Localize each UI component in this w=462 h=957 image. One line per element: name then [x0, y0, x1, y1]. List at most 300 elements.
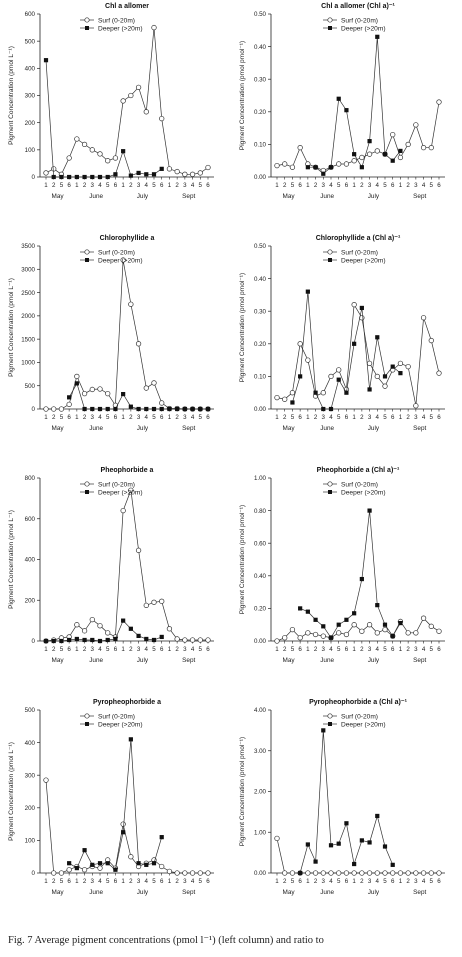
x-tick-label: 1: [275, 878, 279, 885]
surf-point: [437, 100, 442, 105]
y-tick-label: 0: [31, 638, 35, 646]
month-label: June: [89, 193, 104, 200]
chart-title: Chl a allomer: [105, 3, 149, 10]
surf-point: [336, 368, 341, 373]
surf-point: [414, 123, 419, 128]
x-tick-label: 4: [144, 878, 149, 885]
y-tick-label: 1500: [21, 336, 35, 344]
x-tick-label: 1: [306, 414, 310, 421]
deep-point: [360, 306, 364, 310]
deep-point: [175, 407, 179, 411]
x-tick-label: 5: [429, 646, 434, 653]
surf-point: [75, 374, 80, 379]
x-tick-label: 4: [421, 878, 426, 885]
y-tick-label: 0: [31, 870, 35, 878]
x-tick-label: 2: [129, 182, 133, 189]
x-tick-label: 5: [105, 182, 110, 189]
deep-point: [106, 175, 110, 179]
chart-title: Pyropheophorbide a: [92, 699, 162, 706]
y-tick-label: 0: [31, 174, 35, 182]
deep-point: [321, 407, 325, 411]
surf-point: [152, 600, 157, 605]
x-tick-label: 1: [121, 646, 125, 653]
x-tick-label: 6: [206, 414, 210, 421]
surf-point: [344, 632, 349, 637]
x-tick-label: 1: [167, 878, 172, 885]
deep-point: [329, 636, 333, 640]
surf-point: [306, 871, 311, 876]
surf-point: [144, 110, 149, 115]
month-label: Sept: [413, 193, 427, 200]
month-label: June: [320, 889, 335, 896]
deep-point: [198, 407, 202, 411]
deep-point: [306, 842, 310, 846]
surf-point: [313, 632, 318, 637]
legend-label-deep: Deeper (>20m): [98, 721, 143, 729]
x-tick-label: 3: [136, 182, 141, 189]
deep-point: [144, 863, 148, 867]
deep-point: [152, 861, 156, 865]
x-tick-label: 6: [159, 414, 164, 421]
x-tick-label: 6: [206, 182, 210, 189]
legend-marker-surf: [85, 250, 89, 254]
x-tick-label: 4: [375, 646, 380, 653]
surf-point: [121, 822, 126, 827]
deep-point: [306, 165, 310, 169]
deep-point: [152, 407, 156, 411]
deep-point: [90, 863, 94, 867]
x-tick-label: 4: [190, 182, 195, 189]
x-tick-label: 3: [414, 414, 418, 421]
x-tick-label: 1: [398, 878, 403, 885]
x-tick-label: 3: [367, 878, 372, 885]
y-axis-label: Pigment Concentration (pmol L⁻¹): [8, 278, 15, 377]
x-tick-label: 5: [152, 182, 156, 189]
surf-point: [136, 85, 141, 90]
x-tick-label: 1: [75, 182, 79, 189]
surf-point: [367, 622, 372, 627]
surf-point: [98, 866, 103, 871]
deep-point: [360, 577, 364, 581]
y-tick-label: 0.00: [253, 638, 266, 646]
deep-point: [383, 152, 387, 156]
y-axis-label: Pigment Concentration (pmol pmol⁻¹): [239, 504, 246, 615]
y-tick-label: 600: [24, 515, 35, 523]
deep-point: [352, 611, 356, 615]
x-tick-label: 5: [429, 414, 434, 421]
x-tick-label: 6: [67, 182, 71, 189]
surf-point: [129, 302, 134, 307]
x-tick-label: 1: [352, 182, 356, 189]
deep-point: [360, 165, 364, 169]
deep-point: [367, 509, 371, 513]
x-tick-label: 2: [360, 182, 364, 189]
deep-point: [129, 737, 133, 741]
x-tick-label: 6: [113, 182, 118, 189]
deep-point: [82, 407, 86, 411]
x-tick-label: 1: [121, 878, 125, 885]
chart-svg: [231, 464, 461, 696]
y-tick-label: 2000: [21, 313, 35, 321]
x-tick-label: 2: [406, 414, 410, 421]
deep-point: [391, 634, 395, 638]
surf-point: [414, 871, 419, 876]
x-tick-label: 4: [375, 414, 380, 421]
surf-point: [44, 407, 49, 412]
surf-point: [82, 142, 87, 147]
legend-label-surf: Surf (0-20m): [341, 249, 379, 257]
deep-point: [375, 335, 379, 339]
y-tick-label: 400: [24, 739, 35, 747]
deep-point: [391, 159, 395, 163]
surf-point: [159, 864, 164, 869]
x-tick-label: 6: [159, 182, 164, 189]
x-tick-label: 1: [275, 646, 279, 653]
surf-point: [167, 167, 172, 172]
surf-point: [429, 145, 434, 150]
chart-panel-2: [231, 0, 461, 232]
surf-point: [290, 390, 295, 395]
surf-point: [329, 871, 334, 876]
x-tick-label: 1: [75, 414, 79, 421]
surf-point: [59, 407, 64, 412]
deep-point: [67, 175, 71, 179]
x-tick-label: 6: [298, 878, 302, 885]
chart-panel-8: [231, 696, 461, 928]
month-label: July: [136, 193, 149, 200]
chart-panel-5: [0, 464, 230, 696]
deep-point: [90, 638, 94, 642]
x-tick-label: 6: [67, 646, 71, 653]
x-tick-label: 3: [183, 878, 187, 885]
x-tick-label: 1: [121, 182, 125, 189]
x-tick-label: 2: [282, 414, 287, 421]
surf-point: [183, 871, 188, 876]
y-tick-label: 0: [31, 406, 35, 414]
x-tick-label: 4: [98, 878, 102, 885]
x-tick-label: 3: [321, 182, 326, 189]
legend-marker-deep: [328, 490, 332, 494]
month-label: Sept: [182, 425, 196, 432]
x-tick-label: 3: [136, 878, 141, 885]
y-tick-label: 0.10: [253, 141, 266, 149]
x-tick-label: 2: [82, 878, 87, 885]
legend-label-surf: Surf (0-20m): [341, 17, 379, 25]
x-tick-label: 6: [344, 414, 349, 421]
y-tick-label: 0.40: [253, 43, 266, 51]
surf-point: [329, 374, 334, 379]
deep-point: [321, 172, 325, 176]
x-tick-label: 3: [90, 878, 95, 885]
surf-point: [183, 638, 188, 643]
surf-point: [336, 162, 341, 167]
surf-point: [152, 381, 157, 386]
deep-point: [367, 840, 371, 844]
x-tick-label: 5: [198, 182, 203, 189]
x-tick-label: 5: [59, 878, 64, 885]
deep-point: [136, 861, 140, 865]
x-tick-label: 2: [51, 414, 56, 421]
surf-point: [375, 149, 380, 154]
y-axis-label: Pigment Concentration (pmol pmol⁻¹): [239, 272, 246, 383]
x-tick-label: 6: [159, 878, 164, 885]
surf-point: [98, 623, 103, 628]
x-tick-label: 3: [183, 646, 187, 653]
y-tick-label: 0.50: [253, 11, 266, 19]
x-tick-label: 5: [152, 878, 156, 885]
surf-point: [321, 871, 326, 876]
x-tick-label: 2: [313, 182, 318, 189]
surf-point: [367, 871, 372, 876]
surf-point: [190, 172, 195, 177]
surf-point: [429, 624, 434, 629]
surf-point: [306, 358, 311, 363]
month-label: July: [367, 889, 380, 896]
x-tick-label: 2: [82, 646, 87, 653]
deep-point: [121, 392, 125, 396]
month-label: May: [282, 425, 295, 432]
surf-point: [298, 635, 303, 640]
surf-point: [421, 616, 426, 621]
x-tick-label: 6: [437, 646, 441, 653]
y-tick-label: 200: [24, 597, 35, 605]
deep-point: [313, 165, 317, 169]
x-tick-label: 2: [51, 878, 56, 885]
deep-point: [313, 391, 317, 395]
y-tick-label: 3000: [21, 266, 35, 274]
surf-point: [75, 622, 80, 627]
surf-point: [352, 158, 357, 163]
month-label: June: [320, 425, 335, 432]
x-tick-label: 5: [290, 182, 295, 189]
chart-svg: [0, 464, 230, 696]
deep-point: [306, 610, 310, 614]
month-label: July: [367, 657, 380, 664]
chart-panel-3: [0, 232, 230, 464]
month-label: June: [89, 657, 104, 664]
deep-point: [337, 623, 341, 627]
deep-point: [367, 139, 371, 143]
deep-point: [136, 407, 140, 411]
surf-point: [282, 397, 287, 402]
x-tick-label: 1: [306, 646, 310, 653]
month-label: July: [136, 889, 149, 896]
x-tick-label: 1: [352, 878, 356, 885]
surf-point: [105, 158, 110, 163]
legend-label-surf: Surf (0-20m): [341, 481, 379, 489]
x-tick-label: 6: [390, 182, 395, 189]
month-label: Sept: [413, 425, 427, 432]
x-tick-label: 3: [367, 646, 372, 653]
deep-point: [90, 175, 94, 179]
deep-point: [152, 172, 156, 176]
surf-point: [275, 836, 280, 841]
x-tick-label: 6: [298, 646, 302, 653]
x-tick-label: 5: [152, 646, 156, 653]
deep-point: [298, 374, 302, 378]
surf-point: [105, 631, 110, 636]
x-tick-label: 4: [98, 182, 102, 189]
deep-point: [59, 639, 63, 643]
month-label: May: [282, 193, 295, 200]
x-tick-label: 4: [144, 182, 149, 189]
surf-point: [313, 871, 318, 876]
x-tick-label: 5: [383, 878, 387, 885]
x-tick-label: 6: [390, 878, 395, 885]
x-tick-label: 3: [136, 414, 141, 421]
legend-label-deep: Deeper (>20m): [98, 257, 143, 265]
deep-point: [398, 149, 402, 153]
surf-point: [275, 163, 280, 168]
deep-point: [67, 395, 71, 399]
surf-point: [51, 407, 56, 412]
deep-point: [75, 866, 79, 870]
deep-point: [44, 58, 48, 62]
x-tick-label: 2: [360, 646, 364, 653]
surf-point: [51, 167, 56, 172]
x-tick-label: 4: [375, 878, 380, 885]
x-tick-label: 5: [383, 182, 387, 189]
deep-point: [121, 149, 125, 153]
surf-point: [190, 638, 195, 643]
month-label: May: [51, 425, 64, 432]
x-tick-label: 6: [206, 878, 210, 885]
y-tick-label: 400: [24, 556, 35, 564]
surf-point: [398, 361, 403, 366]
surf-point: [421, 871, 426, 876]
surf-point: [113, 156, 118, 161]
deep-point: [367, 387, 371, 391]
deep-point: [167, 407, 171, 411]
y-tick-label: 0.40: [253, 573, 266, 580]
surf-point: [321, 390, 326, 395]
x-tick-label: 5: [290, 878, 295, 885]
surf-point: [437, 629, 442, 634]
deep-point: [75, 381, 79, 385]
deep-point: [290, 400, 294, 404]
x-tick-label: 6: [67, 878, 71, 885]
surf-point: [375, 871, 380, 876]
x-tick-label: 6: [437, 414, 441, 421]
x-tick-label: 5: [198, 414, 203, 421]
surf-point: [290, 627, 295, 632]
surf-point: [121, 508, 126, 513]
y-tick-label: 1000: [21, 359, 35, 367]
x-tick-label: 5: [336, 182, 341, 189]
y-tick-label: 300: [24, 92, 35, 100]
y-tick-label: 400: [24, 65, 35, 73]
surf-series-line: [46, 28, 208, 175]
x-tick-label: 5: [336, 414, 341, 421]
x-tick-label: 5: [383, 646, 387, 653]
deep-point: [129, 627, 133, 631]
deep-point: [121, 830, 125, 834]
x-tick-label: 2: [82, 182, 87, 189]
surf-point: [421, 145, 426, 150]
legend-marker-deep: [85, 26, 89, 30]
deep-point: [67, 638, 71, 642]
legend-marker-deep: [328, 26, 332, 30]
deep-point: [160, 835, 164, 839]
x-tick-label: 6: [390, 414, 395, 421]
x-tick-label: 2: [406, 646, 410, 653]
deep-point: [129, 405, 133, 409]
month-label: July: [136, 657, 149, 664]
x-tick-label: 1: [167, 646, 172, 653]
deep-point: [352, 152, 356, 156]
x-tick-label: 6: [298, 414, 302, 421]
y-tick-label: 0.00: [253, 870, 266, 878]
deep-point: [121, 619, 125, 623]
month-label: Sept: [413, 889, 427, 896]
x-tick-label: 2: [313, 414, 318, 421]
deep-point: [344, 108, 348, 112]
deep-point: [329, 843, 333, 847]
deep-point: [144, 637, 148, 641]
surf-point: [82, 867, 87, 872]
surf-point: [206, 638, 211, 643]
surf-point: [190, 871, 195, 876]
x-tick-label: 3: [414, 878, 418, 885]
deep-point: [160, 407, 164, 411]
y-tick-label: 200: [24, 119, 35, 127]
legend-label-surf: Surf (0-20m): [98, 17, 136, 25]
surf-point: [167, 626, 172, 631]
surf-point: [421, 315, 426, 320]
deep-point: [344, 391, 348, 395]
figure-caption: Fig. 7 Average pigment concentrations (pmol l⁻¹) (left column) and ratio to: [8, 935, 324, 946]
x-tick-label: 2: [175, 182, 179, 189]
surf-point: [129, 854, 134, 859]
x-tick-label: 6: [344, 182, 349, 189]
month-label: Sept: [182, 193, 196, 200]
surf-point: [282, 871, 287, 876]
deep-point: [313, 859, 317, 863]
legend-label-deep: Deeper (>20m): [98, 489, 143, 497]
month-label: May: [51, 889, 64, 896]
surf-point: [406, 631, 411, 636]
chart-title: Chlorophyllide a: [99, 235, 155, 242]
x-tick-label: 2: [129, 414, 133, 421]
y-tick-label: 500: [24, 38, 35, 46]
deep-series-line: [69, 383, 208, 409]
x-tick-label: 6: [344, 646, 349, 653]
surf-point: [390, 871, 395, 876]
x-tick-label: 1: [167, 182, 172, 189]
surf-series-line: [46, 780, 208, 873]
y-tick-label: 300: [24, 772, 35, 780]
legend-label-surf: Surf (0-20m): [98, 713, 136, 721]
legend-marker-surf: [85, 714, 89, 718]
deep-point: [98, 861, 102, 865]
month-label: May: [51, 657, 64, 664]
x-tick-label: 1: [306, 182, 310, 189]
legend-marker-deep: [328, 258, 332, 262]
y-tick-label: 0.40: [253, 275, 266, 283]
deep-point: [306, 290, 310, 294]
deep-point: [337, 97, 341, 101]
x-tick-label: 4: [329, 182, 333, 189]
surf-point: [360, 629, 365, 634]
month-label: May: [282, 889, 295, 896]
x-tick-label: 4: [375, 182, 380, 189]
deep-point: [144, 172, 148, 176]
deep-point: [337, 842, 341, 846]
chart-svg: [0, 696, 230, 928]
deep-point: [98, 639, 102, 643]
surf-point: [159, 116, 164, 121]
chart-svg: [0, 0, 230, 232]
